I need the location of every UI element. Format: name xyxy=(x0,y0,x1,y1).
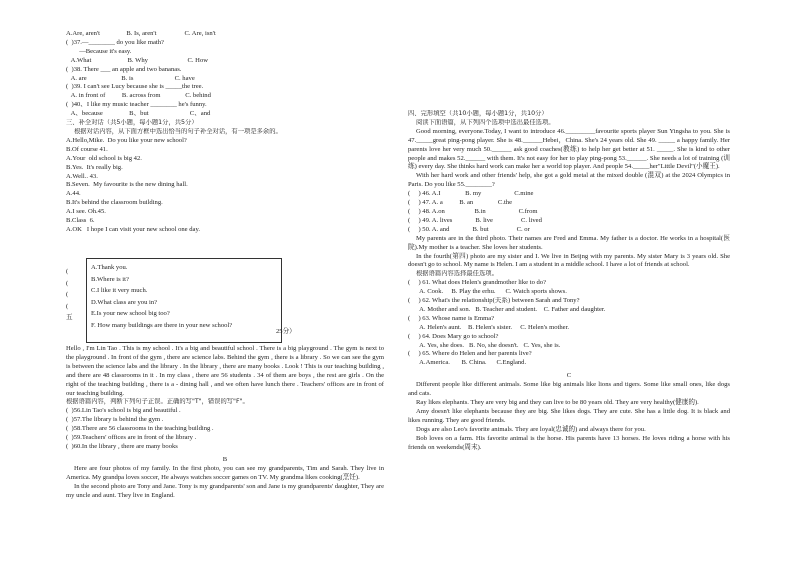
text-line: In the second photo are Tony and Jane. Tony is my grandparents' son and Jane is my grandparents' daughter, They are my uncle and aunt. They live in England. xyxy=(66,482,384,499)
text-line: A.Your old school is big 42. xyxy=(66,154,142,162)
text-line: Here are four photos of my family. In the first photo, you can see my grandparents, Tim and Sarah. They live in America. My grandpa loves soccer, He always watches soccer games on TV. My grandma likes cooking(烹饪). xyxy=(66,464,384,481)
text-line: A. Yes, she does. B. No, she doesn't. C. Yes, she is. xyxy=(408,341,561,349)
text-line: 根据语篇内容选择最佳选项。 xyxy=(408,270,498,278)
dialogue-options-box xyxy=(86,258,282,343)
text-line: ( ) 63. Whose name is Emma? xyxy=(408,314,495,322)
dialogue-option: B.Where is it? xyxy=(91,275,129,283)
text-line: ( ) 49. A. lives B. live C. lived xyxy=(408,216,542,224)
text-line: B.Of course 41. xyxy=(66,145,108,153)
text-line: Bob loves on a farm. His favorite animal is the horse. His parents have 13 horses. He loves riding a horse with his friends on weekends(周末). xyxy=(408,434,730,451)
text-line: ( ) 50. A. and B. but C. or xyxy=(408,225,530,233)
left-upper-section xyxy=(66,30,384,235)
left-column xyxy=(66,30,384,235)
dialogue-option: C.I like it very much. xyxy=(91,287,148,294)
text-line: A.OK I hope I can visit your new school one day. xyxy=(66,225,200,233)
text-line: ( ) 65. Where do Helen and her parents live? xyxy=(408,350,532,358)
text-line: 四、完形填空（共10小题，每小题1分，共10分） xyxy=(408,110,548,117)
left-lower-section xyxy=(66,345,384,500)
answer-marks xyxy=(66,266,73,324)
left-lower-column xyxy=(66,345,384,500)
text-line: With her hard work and other friends' help, she got a gold metal at the mixed double (混双) at the 2024 Olympics in Paris. Do you like 55.________? xyxy=(408,172,730,189)
text-line: A、because B、but C、and xyxy=(66,110,211,118)
text-line: Dogs are also Leo's favorite animals. They are loyal(忠诚的) and always there for you. xyxy=(416,425,646,433)
dialogue-option: A.Thank you. xyxy=(91,264,128,271)
answer-mark: ( xyxy=(66,291,69,298)
section-five-score: 25分） xyxy=(276,328,296,335)
text-line: ( ) 47. A. a B. an C.the xyxy=(408,199,513,207)
text-line: A.Hello,Mike. Do you like your new school? xyxy=(66,136,187,144)
text-line: A. in front of B. across from C. behind xyxy=(66,92,211,100)
text-line: A. Cook. B. Play the erhu. C. Watch sports shows. xyxy=(408,288,567,296)
text-line: ( )59.Teachers' offices are in front of the library . xyxy=(66,434,197,442)
text-line: 根据对话内容，从下面方框中选出恰当的句子补全对话，有一项是多余的。 xyxy=(66,127,282,135)
text-line: ( ) 64. Does Mary go to school? xyxy=(408,332,499,340)
text-line: A. Mother and son. B. Teacher and student. C. Father and daughter. xyxy=(408,305,606,313)
text-line: B.It's behind the classroom building. xyxy=(66,199,163,207)
text-line: ( )57.The library is behind the gym . xyxy=(66,416,164,424)
text-line: ( )38. There ___ an apple and two bananas. xyxy=(66,65,182,73)
text-line: A.What B. Why C. How xyxy=(66,56,209,64)
text-line: ( ) 46. A.I B. my C.mine xyxy=(408,190,534,198)
text-line: A.I see. Oh.45. xyxy=(66,208,106,216)
answer-mark: ( xyxy=(66,302,69,310)
text-line: ( )56.Lin Tao's school is big and beautiful . xyxy=(66,407,181,415)
text-line: B xyxy=(222,455,228,463)
text-line: ( ) 62. What's the relationship(关系) between Sarah and Tony? xyxy=(408,297,580,305)
dialogue-option: F. How many buildings are there in your new school? xyxy=(91,321,233,329)
text-line: ( )40、I like my music teacher ________ he's funny. xyxy=(66,101,207,109)
text-line: My parents are in the third photo. Their names are Fred and Emma. My father is a doctor. He works in a hospital(医院).My mother is a teacher. She loves her students. xyxy=(408,234,730,251)
text-line: ( ) 61. What does Helen's grandmother like to do? xyxy=(408,279,547,287)
text-line: Ray likes elephants. They are very big and they can live to be 80 years old. They are very healthy(健康的). xyxy=(416,399,699,406)
text-line: ( )58.There are 56 classrooms in the teaching building . xyxy=(66,425,214,433)
text-line: Hello , I'm Lin Tao . This is my school . It's a big and beautiful school . There is a big playground . The gym is next to the playground . In front of the gym , there are science labs. Behind the gym , there is a library . So we can see the gym is between the science labs and the library . In the library , there are many books . Look ! This is our teaching building , and there are 48 classrooms in it . In my class , there are 56 students . 34 of them are boys , the rest are girls . On the right of the teaching building , there is a - dining hall , and we often have lunch there . Teachers' offices are in front of our teaching building. xyxy=(66,345,384,397)
text-line: In the fourth(第四) photo are my sister and I. We live in Beijng with my parents. My sister Mary is 3 years old. She doesn't go to school. My name is Helen. I am a student in a middle school. I have a lot of friends at school. xyxy=(408,252,730,269)
answer-mark: 五 xyxy=(66,314,73,321)
text-line: 三、补全对话（共5小题，每小题1分，共5分） xyxy=(66,119,198,127)
text-line: C xyxy=(566,372,572,380)
text-line: ( )60.In the library , there are many books xyxy=(66,442,178,450)
text-line: Amy doesn't like elephants because they are big. She likes dogs. They are cute. She has a little dog. It is black and likes running. They are good friends. xyxy=(408,407,730,424)
text-line: A.44. xyxy=(66,190,81,198)
text-line: 阅读下面语篇，从下列四个选项中选出最佳选项。 xyxy=(408,118,555,126)
text-line: B.Seven. My favourite is the new dining hall. xyxy=(66,181,188,189)
text-line: Good morning, everyone.Today, I want to introduce 46._________favourite sports player Sun Yingsha to you. She is 47._____great ping-pong player. She is 48.______Hebei，China. She's 24 years old. She 49. _____ a happy family. Her parents love her very much 50.______ ask good coaches(教练) to help her get better at 51. _____. She is kind to other people and makes 52.______ with them. It's not easy for her to play ping-pong 53.______. She needs a lot of training (训练) every day. She thinks hard work can make her a world top player. And people 54._____her"Little Devil"(小魔王). xyxy=(408,127,730,171)
text-line: Different people like different animals. Some like big animals like lions and tigers. Some like small ones, like dogs and cats. xyxy=(408,381,730,398)
dialogue-option: E.Is your new school big too? xyxy=(91,310,170,317)
text-line: A.Well.. 43. xyxy=(66,172,98,180)
text-line: —Because it's easy. xyxy=(66,47,132,55)
text-line: ( )39. I can't see Lucy because she is _____the tree. xyxy=(66,83,204,91)
text-line: A. Helen's aunt. B. Helen's sister. C. Helen's mother. xyxy=(408,323,570,331)
text-line: ( )37.—________ do you like math? xyxy=(66,38,164,46)
text-line: 根据语篇内容，判断下列句子正误。正确的写"T"，错误的写"F"。 xyxy=(66,398,249,406)
answer-mark: ( xyxy=(66,279,69,287)
text-line: A.America. B. China. C.England. xyxy=(408,359,527,367)
text-line: ( ) 48. A.on B.in C.from xyxy=(408,207,538,215)
answer-mark: ( xyxy=(66,268,69,275)
right-section xyxy=(408,110,730,452)
text-line: B.Yes. It's really big. xyxy=(66,163,123,171)
right-column xyxy=(408,110,730,452)
text-line: A.Are, aren't B. Is, aren't C. Are, isn't xyxy=(66,30,216,37)
text-line: A. are B. is C. have xyxy=(66,74,195,82)
text-line: B.Class 6. xyxy=(66,217,95,225)
dialogue-option: D.What class are you in? xyxy=(91,298,158,306)
